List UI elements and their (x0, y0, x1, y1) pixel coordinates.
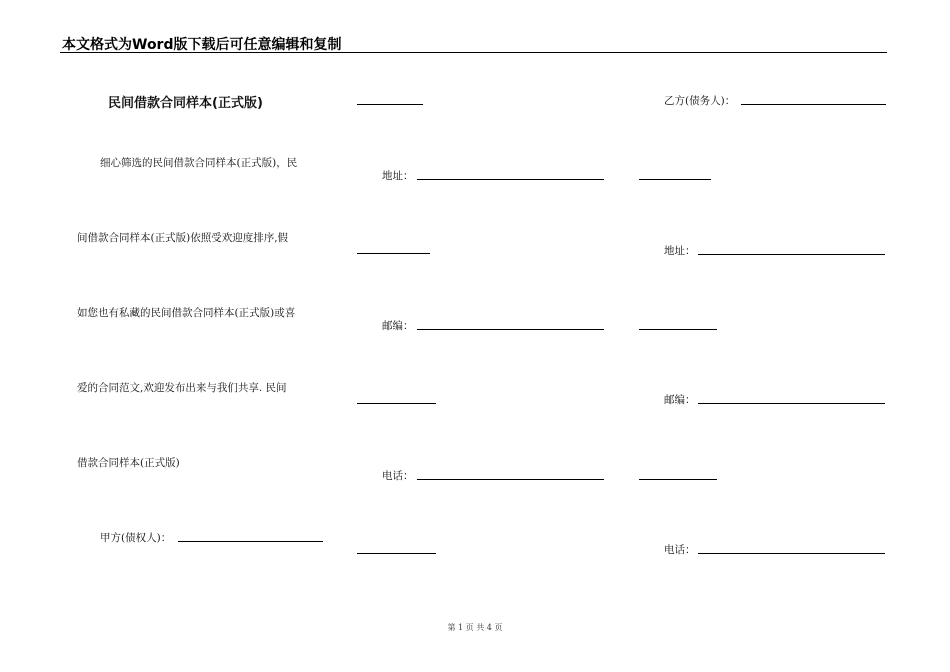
fill-line (357, 553, 436, 554)
party-a-phone-label: 电话： (382, 470, 414, 482)
intro-line: 爱的合同范文,欢迎发布出来与我们共享. 民间 (77, 382, 287, 394)
party-a-postcode-label: 邮编： (382, 320, 414, 332)
party-b-postcode-label: 邮编： (664, 394, 696, 406)
fill-line (357, 104, 423, 105)
intro-line: 细心筛选的民间借款合同样本(正式版)，民 (100, 157, 298, 169)
party-b-address-label: 地址： (664, 245, 696, 257)
intro-line: 如您也有私藏的民间借款合同样本(正式版)或喜 (77, 307, 296, 319)
party-b-phone-fill-line (698, 553, 885, 554)
header-divider (60, 52, 887, 53)
party-a-fill-line (178, 541, 323, 542)
intro-line: 借款合同样本(正式版) (77, 457, 180, 469)
header-title: 本文格式为Word版下载后可任意编辑和复制 (62, 37, 342, 53)
party-b-fill-line (741, 104, 886, 105)
fill-line (639, 179, 711, 180)
intro-line: 间借款合同样本(正式版)依照受欢迎度排序,假 (77, 232, 289, 244)
party-a-address-label: 地址： (382, 170, 414, 182)
fill-line (357, 253, 430, 254)
party-a-label: 甲方(债权人)： (100, 532, 172, 544)
fill-line (357, 403, 436, 404)
party-a-address-fill-line (417, 179, 604, 180)
party-b-phone-label: 电话： (664, 544, 696, 556)
party-a-postcode-fill-line (417, 329, 604, 330)
document-title: 民间借款合同样本(正式版) (108, 96, 263, 111)
party-b-address-fill-line (698, 254, 885, 255)
fill-line (639, 479, 717, 480)
page-footer: 第 1 页 共 4 页 (447, 623, 503, 632)
fill-line (639, 329, 717, 330)
party-b-label: 乙方(债务人)： (664, 95, 736, 107)
party-b-postcode-fill-line (698, 403, 885, 404)
party-a-phone-fill-line (417, 479, 604, 480)
